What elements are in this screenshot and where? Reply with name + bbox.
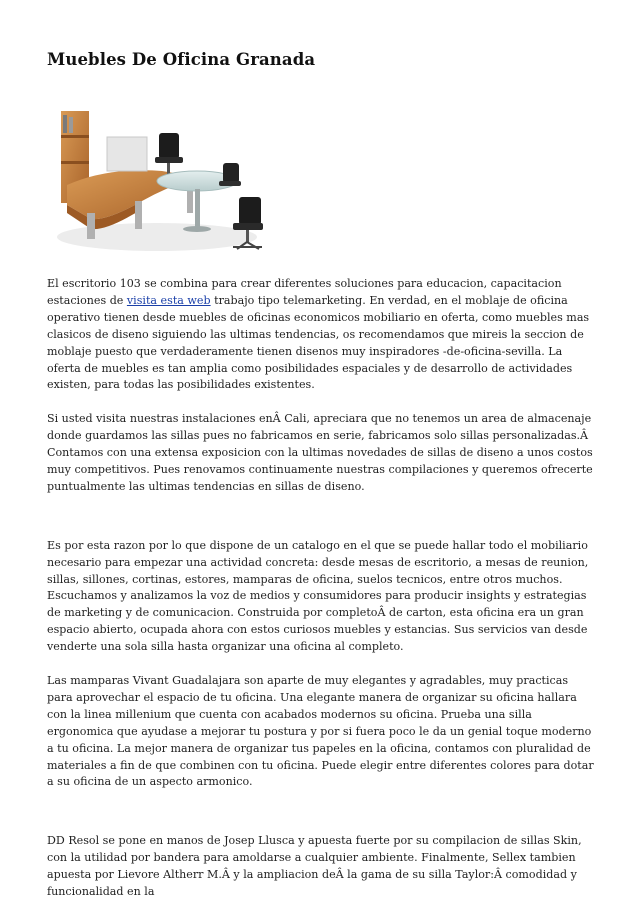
paragraph-3: Es por esta razon por lo que dispone de un catalogo en el que se puede hallar todo el mobiliario necesario para empezar una actividad concreta: desde mesas de escritorio, a mesas de reunion, sillas, sillones, cortinas, estores, mamparas de oficina, suelos tecnicos, entre otros muchos. Escuchamos y analizamos la voz de medios y consumidores para producir insights y estrategias de marketing y de comunicacion. Construida por completoÂ de carton, esta oficina era un gran espacio abierto, ocupada ahora con estos curiosos muebles y estancias. Sus servicios van desde venderte una sola silla hasta organizar una oficina al completo. — [47, 538, 589, 654]
paragraph-4: Las mamparas Vivant Guadalajara son aparte de muy elegantes y agradables, muy practicas para aprovechar el espacio de tu oficina. Una elegante manera de organizar su oficina hallara con la linea millenium que cuenta con acabados modernos su oficina. Prueba una silla ergonomica que ayudase a mejorar tu postura y por si fuera poco le da un genial toque moderno a tu oficina. La mejor manera de organizar tus papeles en la oficina, contamos con pluralidad de materiales a fin de que combinen con tu oficina. Puede elegir entre diferentes colores para dotar a su oficina de un aspecto armonico. — [47, 674, 594, 789]
office-furniture-photo — [47, 97, 276, 262]
page-title: Muebles De Oficina Granada — [47, 50, 316, 69]
paragraph-2: Si usted visita nuestras instalaciones enÂ Cali, apreciara que no tenemos un area de almacenaje donde guardamos las sillas pues no fabricamos en serie, fabricamos solo sillas personalizadas.Â Contamos con una extensa exposicion con la ultimas novedades de sillas de diseno a unos costos muy competitivos. Pues renovamos continuamente nuestras compilaciones y queremos ofrecerte puntualmente las ultimas tendencias en sillas de diseno. — [47, 412, 593, 493]
paragraph-1-text-start: El escritorio 103 se combina para crear diferentes soluciones para educacion, capacitacion estaciones de — [47, 277, 562, 307]
visita-esta-web-link[interactable]: visita esta web — [126, 293, 211, 307]
office-furniture-illustration — [47, 97, 276, 262]
paragraph-1 — [47, 276, 595, 394]
paragraph-5: DD Resol se pone en manos de Josep Llusca y apuesta fuerte por su compilacion de sillas Skin, con la utilidad por bandera para amoldarse a cualquier ambiente. Finalmente, Sellex tambien apuesta por Lievore Altherr M.Â y la ampliacion deÂ la gama de su silla Taylor:Â comodidad y funcionalidad en la — [47, 834, 582, 899]
paragraph-1-text-end: trabajo tipo telemarketing. En verdad, en el moblaje de oficina operativo tienen desde muebles de oficinas economicos mobiliario en oferta, como muebles mas clasicos de diseno siguiendo las ultimas tendencias, os recomendamos que mireis la seccion de moblaje puesto que verdaderamente tienen disenos muy inspiradores -de-oficina-sevilla. La oferta de muebles es tan amplia como posibilidades espaciales y de desarrollo de actividades existen, para todas las posibilidades existentes. — [47, 293, 590, 392]
article-body — [47, 276, 595, 901]
